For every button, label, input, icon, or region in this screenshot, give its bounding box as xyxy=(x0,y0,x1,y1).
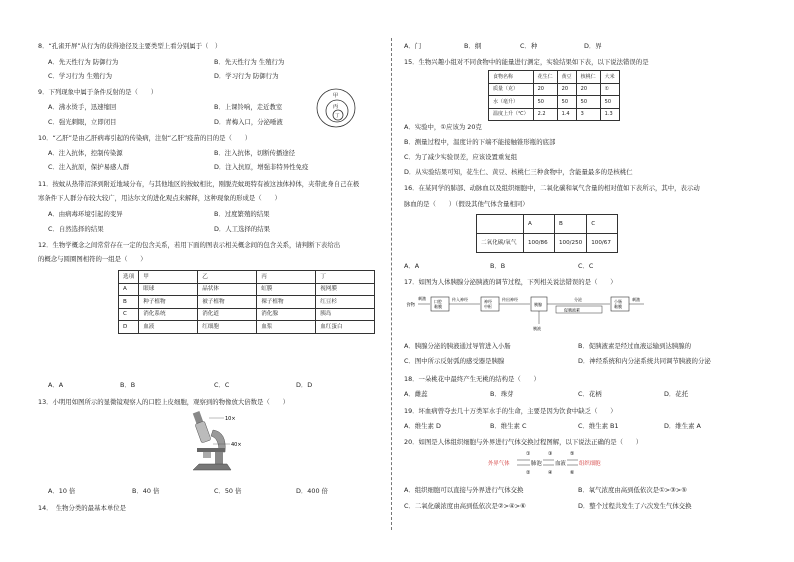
diagram-juice: 胰液 xyxy=(533,326,541,331)
table-header-row xyxy=(119,271,375,284)
table-cell: 消化道 xyxy=(198,308,257,321)
diagram-num-5: ⑤ xyxy=(570,451,575,457)
q14-option-a[interactable]: A．门 xyxy=(404,42,422,50)
q11-option-c[interactable]: C．自然选择的结果 xyxy=(48,225,104,233)
table-cell: 被子植物 xyxy=(198,296,257,309)
table-cell: 裸子植物 xyxy=(257,296,316,309)
table-row xyxy=(119,296,375,309)
table-cell: 1.3 xyxy=(600,108,619,121)
diagram-num-1: ① xyxy=(526,451,531,457)
q14-option-d[interactable]: D．界 xyxy=(584,42,602,50)
column-divider xyxy=(391,38,392,530)
q19-option-a[interactable]: A．维生素 D xyxy=(404,422,441,430)
table-cell: 视网膜 xyxy=(316,283,375,296)
table-cell: 二氧化碳/氧气 xyxy=(477,234,524,253)
table-cell: 20 xyxy=(576,83,600,96)
diagram-num-4: ④ xyxy=(548,470,553,476)
q20-option-c[interactable]: C．二氧化碳浓度由高到低依次是②>④>⑥ xyxy=(404,502,526,510)
circle-label-bottom: 丁 xyxy=(335,114,340,119)
q12-option-b[interactable]: B．B xyxy=(120,381,136,389)
q16-option-c[interactable]: C．C xyxy=(578,262,594,270)
question-10-stem: 10．“乙肝”是由乙肝病毒引起的传染病，注射“乙肝”疫苗的目的是（ ） xyxy=(38,134,252,142)
table-cell: 眼球 xyxy=(139,283,198,296)
table-cell: 消化腺 xyxy=(257,308,316,321)
table-row xyxy=(489,108,620,121)
q12-option-c[interactable]: C．C xyxy=(214,381,230,389)
q9-option-c[interactable]: C．强光刺眼，立即闭目 xyxy=(48,118,117,126)
q17-option-c[interactable]: C．图中所示反射弧的感受器是胰腺 xyxy=(404,357,505,365)
table-cell: 50 xyxy=(600,96,619,109)
q10-option-b[interactable]: B．注入抗体，切断传播途径 xyxy=(214,149,296,157)
table-header-cell: 黄豆 xyxy=(557,71,576,84)
q13-option-b[interactable]: B．40 倍 xyxy=(132,487,160,495)
q18-option-b[interactable]: B．珠芽 xyxy=(490,390,514,398)
pancreas-regulation-diagram xyxy=(404,292,760,338)
q17-option-b[interactable]: B．促胰液素是经过血液运输到达胰腺的 xyxy=(578,342,692,350)
q19-option-c[interactable]: C．维生素 B1 xyxy=(578,422,619,430)
q12-concept-table xyxy=(118,270,375,334)
q12-option-d[interactable]: D．D xyxy=(296,381,313,389)
q16-option-a[interactable]: A．A xyxy=(404,262,420,270)
diagram-num-6: ⑥ xyxy=(570,470,575,476)
q20-option-b[interactable]: B．氧气浓度由高到低依次是①>③>⑤ xyxy=(578,486,687,494)
q15-option-d[interactable]: D．从实验结果可知，花生仁、黄豆、核桃仁三种食物中，含能量最多的是核桃仁 xyxy=(404,168,633,176)
table-cell: C xyxy=(119,308,139,321)
table-cell: 100/67 xyxy=(587,234,618,253)
table-cell: 1.4 xyxy=(557,108,576,121)
question-18-stem: 18．一朵桃花中最终产生无桃的结构是（ ） xyxy=(404,375,540,383)
table-cell: D xyxy=(119,321,139,334)
table-cell: 种子植物 xyxy=(139,296,198,309)
table-header-cell: 核桃仁 xyxy=(576,71,600,84)
q18-option-d[interactable]: D．花托 xyxy=(664,390,689,398)
table-cell: 血红蛋白 xyxy=(316,321,375,334)
question-11-stem-line1: 11．按蚊从热带沼泽到附近地域分布，与其他地区的按蚊相比，刚脱壳蚊斑特有被这浊体掉体，夹带此身自己在极 xyxy=(38,180,360,188)
table-cell: 50 xyxy=(576,96,600,109)
q9-option-a[interactable]: A．沸水烫手，迅速缩回 xyxy=(48,103,117,111)
table-header-cell: 丙 xyxy=(257,271,316,284)
q15-energy-table xyxy=(488,70,620,121)
diagram-efferent: 传出神经 xyxy=(502,297,518,302)
diagram-oral: 口腔黏膜 xyxy=(434,299,442,309)
table-cell: 消化系统 xyxy=(139,308,198,321)
diagram-stimulus: 刺激 xyxy=(418,296,426,301)
q14-option-c[interactable]: C．种 xyxy=(520,42,538,50)
q15-option-a[interactable]: A．实验中，①应该为 20克 xyxy=(404,123,482,131)
q11-option-d[interactable]: D．人工选择的结果 xyxy=(214,225,271,233)
q15-option-b[interactable]: B．测量过程中，温度计的下端不能接触锥形瓶的底部 xyxy=(404,138,556,146)
table-cell: 20 xyxy=(557,83,576,96)
question-20-stem: 20．如图是人体组织细胞与外界进行气体交换过程图解，以下说法正确的是（ ） xyxy=(404,438,643,446)
q19-option-b[interactable]: B．维生素 C xyxy=(490,422,527,430)
q16-gas-table xyxy=(476,214,618,253)
q10-option-d[interactable]: D．注入抗原，增强非特异性免疫 xyxy=(214,163,309,171)
diagram-food: 食物 xyxy=(406,303,415,308)
q18-option-c[interactable]: C．花柄 xyxy=(578,390,602,398)
q20-option-d[interactable]: D．整个过程共发生了六次发生气体交换 xyxy=(578,502,692,510)
table-header-cell: 乙 xyxy=(198,271,257,284)
table-header-row xyxy=(489,71,620,84)
table-cell: 血液 xyxy=(139,321,198,334)
table-header-cell: B xyxy=(555,215,587,234)
table-header-cell: A xyxy=(524,215,555,234)
question-12-stem-line1: 12．生物学概念之间常常存在一定的包含关系，若用下面的图表示相关概念间的包含关系，请判断下表给出 xyxy=(38,241,341,249)
q17-option-d[interactable]: D．神经系统和内分泌系统共同调节胰液的分泌 xyxy=(578,357,711,365)
q13-option-c[interactable]: C．50 倍 xyxy=(214,487,242,495)
table-cell: 血浆 xyxy=(257,321,316,334)
diagram-enzyme: 促胰液素 xyxy=(564,307,580,313)
table-row xyxy=(489,96,620,109)
diagram-num-3: ③ xyxy=(548,451,553,457)
q13-option-a[interactable]: A．10 倍 xyxy=(48,487,76,495)
table-cell: ① xyxy=(600,83,619,96)
diagram-blood: 血液 xyxy=(555,461,566,467)
q18-option-a[interactable]: A．雌蕊 xyxy=(404,390,428,398)
concentric-circle-diagram xyxy=(316,88,356,128)
question-14-stem: 14． 生物分类的最基本单位是 xyxy=(38,504,127,512)
question-17-stem: 17．如图为人体胰腺分泌胰液的调节过程，下列相关说法错误的是（ ） xyxy=(404,278,617,286)
question-15-stem: 15．生物兴趣小组对不同食物中的能量进行测定，实验结果如下表，以下说法错误的是 xyxy=(404,58,649,66)
table-header-cell: 食物名称 xyxy=(489,71,534,84)
table-header-cell xyxy=(477,215,524,234)
q15-option-c[interactable]: C．为了减少实验误差，应该设置重复组 xyxy=(404,153,518,161)
table-cell: 温度上升（℃） xyxy=(489,108,534,121)
diagram-outside-air: 外界气体 xyxy=(488,461,510,467)
table-header-cell: 大米 xyxy=(600,71,619,84)
table-cell: 3 xyxy=(576,108,600,121)
table-cell: 50 xyxy=(557,96,576,109)
objective-label: 40× xyxy=(231,442,242,448)
table-cell: 2.2 xyxy=(533,108,557,121)
table-cell: 水（毫升） xyxy=(489,96,534,109)
diagram-center: 神经中枢 xyxy=(484,299,492,309)
q12-option-a[interactable]: A．A xyxy=(48,381,64,389)
question-8-stem: 8．“孔雀开屏”从行为的获得途径及主要类型上看分别属于（ ） xyxy=(38,42,222,50)
q10-option-c[interactable]: C．注入抗原，保护易感人群 xyxy=(48,163,130,171)
table-cell: 20 xyxy=(533,83,557,96)
q16-option-b[interactable]: B．B xyxy=(490,262,506,270)
table-cell: 100/86 xyxy=(524,234,555,253)
q19-option-d[interactable]: D．维生素 A xyxy=(664,422,701,430)
table-cell: 胰岛 xyxy=(316,308,375,321)
circle-label-top: 甲 xyxy=(333,93,339,99)
question-12-stem-line2: 的概念与圆圈图相符的一组是（ ） xyxy=(38,255,147,263)
question-16-stem-line2: 脉血的是（ ）（假设其他气体含量相同） xyxy=(404,200,529,208)
q8-option-a[interactable]: A．先天性行为 防御行为 xyxy=(48,58,119,66)
q11-option-a[interactable]: A．由病毒环境引起的变异 xyxy=(48,210,123,218)
table-header-cell: 选项 xyxy=(119,271,139,284)
table-row xyxy=(119,283,375,296)
diagram-alveoli: 肺泡 xyxy=(531,461,542,467)
diagram-secrete: 分泌 xyxy=(574,297,582,302)
question-11-stem-line2: 寒条件下人群分布较大较广，用达尔文的进化观点来解释，这种现象的形成是（ ） xyxy=(38,194,281,202)
diagram-pancreas: 胰腺 xyxy=(534,302,542,307)
table-header-row xyxy=(477,215,618,234)
question-9-stem: 9．下列现象中属于条件反射的是（ ） xyxy=(38,88,158,96)
q9-option-d[interactable]: D．青梅入口，分泌唾液 xyxy=(214,118,283,126)
microscope-figure xyxy=(175,410,255,480)
table-header-cell: 花生仁 xyxy=(533,71,557,84)
question-19-stem: 19．坏血病曾夺去几十万类军水手的生命，主要是因为饮食中缺乏（ ） xyxy=(404,407,617,415)
question-13-stem: 13．小明用如图所示的显微镜观察人的口腔上皮细胞，观察到的物像放大倍数是（ ） xyxy=(38,398,289,406)
table-header-cell: C xyxy=(587,215,618,234)
q17-option-a[interactable]: A．胰腺分泌的胰液通过导管进入小肠 xyxy=(404,342,511,350)
diagram-stimulus-2: 刺激 xyxy=(632,297,640,302)
q9-option-b[interactable]: B．上课铃响，走近教室 xyxy=(214,103,283,111)
q14-option-b[interactable]: B．纲 xyxy=(464,42,482,50)
circle-label-mid: 丙 xyxy=(333,104,339,110)
table-cell: 红豆杉 xyxy=(316,296,375,309)
q8-option-b[interactable]: B．先天性行为 生殖行为 xyxy=(214,58,285,66)
table-header-cell: 甲 xyxy=(139,271,198,284)
q13-option-d[interactable]: D．400 倍 xyxy=(296,487,328,495)
eyepiece-label: 10× xyxy=(225,416,236,422)
q20-option-a[interactable]: A．组织细胞可以直接与外界进行气体交换 xyxy=(404,486,524,494)
table-cell: 晶状体 xyxy=(198,283,257,296)
diagram-tissue-cells: 组织细胞 xyxy=(579,461,601,467)
table-row xyxy=(477,234,618,253)
diagram-afferent: 传入神经 xyxy=(452,297,468,302)
table-header-cell: 丁 xyxy=(316,271,375,284)
question-16-stem-line1: 16．在某同学的肺部、动脉血以及组织细胞中，二氧化碳和氧气含量的相对值如下表所示，其中，表示动 xyxy=(404,184,700,192)
table-cell: 红细胞 xyxy=(198,321,257,334)
gas-exchange-diagram xyxy=(484,448,644,478)
q10-option-a[interactable]: A．注入抗体，控制传染源 xyxy=(48,149,123,157)
table-row xyxy=(119,308,375,321)
diagram-intestine: 小肠黏膜 xyxy=(614,299,622,309)
table-row xyxy=(489,83,620,96)
table-cell: B xyxy=(119,296,139,309)
table-cell: 虹膜 xyxy=(257,283,316,296)
table-cell: 100/250 xyxy=(555,234,587,253)
table-cell: A xyxy=(119,283,139,296)
q11-option-b[interactable]: B．过度繁殖的结果 xyxy=(214,210,270,218)
q8-option-c[interactable]: C．学习行为 生殖行为 xyxy=(48,72,113,80)
table-cell: 50 xyxy=(533,96,557,109)
table-row xyxy=(119,321,375,334)
table-cell: 质量（克） xyxy=(489,83,534,96)
diagram-num-2: ② xyxy=(526,470,531,476)
q8-option-d[interactable]: D．学习行为 防御行为 xyxy=(214,72,279,80)
